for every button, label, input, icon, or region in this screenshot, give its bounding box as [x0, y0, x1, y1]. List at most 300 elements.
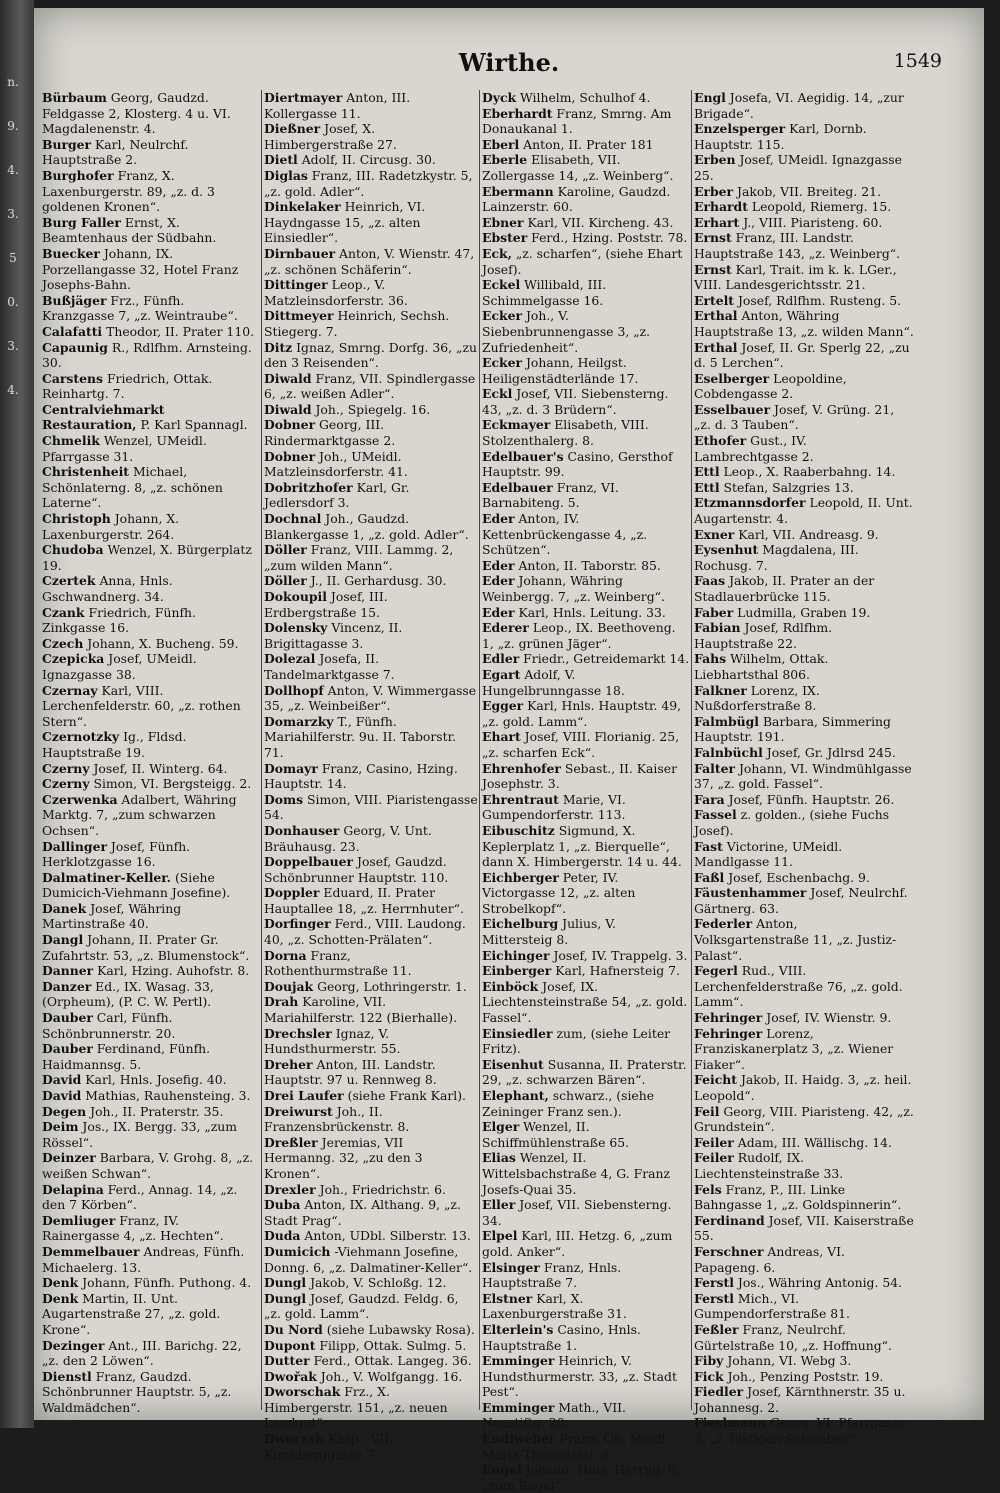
entry-details: Lorenz, IX. Nußdorferstraße 8. [694, 682, 820, 714]
entry-details: Johann, Fünfh. Puthong. 4. [78, 1275, 252, 1291]
directory-entry [264, 792, 478, 823]
directory-entry [482, 916, 690, 947]
entry-name: Dauber [42, 1041, 93, 1057]
entry-name: Dutter [264, 1353, 310, 1369]
entry-details: Johann, Hnls. Herrng. 8, „zum Engel“. [482, 1462, 680, 1493]
entry-details: Magdalena, III. Rochusg. 7. [694, 542, 859, 573]
previous-page-edge [0, 60, 26, 412]
entry-name: Dungl [264, 1290, 307, 1306]
entry-name: Faber [694, 604, 734, 620]
entry-name: Eder [482, 511, 515, 527]
directory-entry [694, 870, 914, 886]
directory-entry [42, 573, 260, 604]
entry-details: Leop., V. Matzleinsdorferstr. 36. [264, 277, 408, 308]
directory-entry [264, 90, 478, 121]
directory-entry [694, 792, 914, 808]
entry-details: Johann, X. Laxenburgerstr. 264. [42, 511, 180, 542]
directory-entry [264, 542, 478, 573]
entry-details: Josef, Gaudzd. Schönbrunner Hauptstr. 110. [264, 854, 449, 885]
directory-entry [482, 246, 690, 277]
directory-entry [694, 464, 914, 480]
entry-details: Wenzel, X. Bürgerplatz 19. [42, 542, 252, 573]
directory-entry [694, 1104, 914, 1135]
directory-entry [482, 308, 690, 355]
directory-entry [42, 979, 260, 1010]
entry-details: Anton, IV. Kettenbrückengasse 4, „z. Schützen“. [482, 511, 648, 558]
entry-name: Engl [694, 90, 726, 105]
directory-entry [42, 636, 260, 652]
entry-name: Bürbaum [42, 90, 107, 105]
directory-entry [482, 480, 690, 511]
entry-name: Dangl [42, 932, 84, 948]
entry-name: Doms [264, 791, 304, 807]
entry-name: Danek [42, 900, 87, 916]
entry-name: Ethofer [694, 433, 747, 449]
directory-entry [694, 839, 914, 870]
entry-details: Josef, IX. Liechtensteinstraße 54, „z. gold. Fassel“. [482, 978, 688, 1026]
entry-details: Josef, III. Erdbergstraße 15. [264, 589, 388, 620]
entry-name: Feßler [694, 1321, 739, 1337]
entry-name: Ertelt [694, 292, 735, 308]
entry-name: Christenheit [42, 464, 130, 480]
directory-entry [42, 90, 260, 137]
entry-name: Burghofer [42, 167, 114, 183]
directory-entry [482, 667, 690, 698]
entry-details: Adolf, V. Hungelbrunngasse 18. [482, 666, 625, 698]
entry-name: Ecker [482, 308, 522, 324]
entry-details: Ludmilla, Graben 19. [733, 604, 871, 620]
entry-details: Franz, III. Landstr. Hauptstraße 143, „z. Weinberg“. [694, 230, 901, 261]
directory-entry [264, 573, 478, 589]
directory-entry [482, 651, 690, 667]
directory-entry [694, 433, 914, 464]
entry-name: Döller [264, 542, 307, 558]
entry-details: Frz., Fünfh. Kranzgasse 7, „z. Weintraube“. [42, 292, 238, 324]
entry-details: Jos., IX. Bergg. 33, „zum Rössel“. [42, 1119, 238, 1150]
directory-entry [264, 1026, 478, 1057]
entry-details: Heinrich, Sechsh. Stiegerg. 7. [264, 308, 450, 339]
entry-details: Joh., UMeidl. Matzleinsdorferstr. 41. [264, 448, 408, 480]
entry-details: Johann, X. Bucheng. 59. [83, 635, 239, 651]
directory-entry [694, 1415, 914, 1446]
entry-details: „z. scharfen“, (siehe Ehart Josef). [482, 245, 683, 277]
directory-entry [42, 402, 260, 433]
entry-details: Frz., X. Himbergerstr. 151, „z. neuen Landgut“. [264, 1384, 448, 1431]
directory-entry [42, 511, 260, 542]
entry-details: Karl, Hnls. Hauptstr. 49, „z. gold. Lamm“. [482, 698, 682, 729]
entry-name: Fara [694, 791, 725, 807]
entry-details: Mathias, Rauhensteing. 3. [81, 1088, 251, 1103]
directory-entry [694, 495, 914, 526]
entry-details: Jakob, V. Schloßg. 12. [306, 1275, 447, 1291]
entry-details: Wilhelm, Schulhof 4. [516, 90, 651, 105]
directory-entry [264, 1369, 478, 1385]
directory-entry [694, 1150, 914, 1181]
entry-details: Franz, Gaudzd. Schönbrunner Hauptstr. 5, „z. Waldmädchen“. [42, 1368, 232, 1415]
entry-details: Johann, Währing Weinbergg. 7, „z. Weinberg“. [482, 573, 665, 604]
entry-name: Dezinger [42, 1337, 105, 1353]
entry-name: Eck, [482, 245, 512, 261]
entry-name: Ferdinand [694, 1212, 765, 1228]
entry-details: Anton, Währing Hauptstraße 13, „z. wilden Mann“. [694, 308, 914, 339]
entry-details: Josef, II. Winterg. 64. [89, 760, 228, 776]
entry-details: Karoline, VII. Mariahilferstr. 122 (Bierhalle). [264, 994, 458, 1026]
entry-details: zum, (siehe Leiter Fritz). [482, 1025, 671, 1057]
directory-entry [482, 620, 690, 651]
edge-fragment: 4. [7, 383, 19, 397]
directory-entry [264, 854, 478, 885]
entry-name: Doppler [264, 885, 320, 901]
entry-details: Math., VII. Neustiftg. 20. [482, 1399, 626, 1431]
directory-entry [42, 1291, 260, 1338]
entry-name: Duba [264, 1197, 301, 1213]
directory-entry [482, 355, 690, 386]
edge-fragment: 9. [7, 119, 19, 133]
entry-details: Joh., Gaudzd. Blankergasse 1, „z. gold. Adler“. [264, 511, 469, 542]
entry-details: Ferd., Ottak. Langeg. 36. [309, 1353, 472, 1369]
entry-name: Eibuschitz [482, 822, 555, 838]
entry-name: Emminger [482, 1399, 555, 1415]
entry-name: Dießner [264, 121, 321, 137]
entry-name: Dorna [264, 947, 307, 963]
directory-entry [264, 308, 478, 339]
entry-name: Esselbauer [694, 401, 771, 417]
entry-name: Danzer [42, 978, 92, 994]
entry-details: Franz, VII. Spindlergasse 6, „z. weißen Adler“. [264, 370, 476, 402]
directory-entry [42, 1150, 260, 1181]
entry-name: Czernay [42, 682, 98, 698]
directory-entry [694, 963, 914, 1010]
entry-name: Falmbügl [694, 713, 760, 729]
directory-entry [694, 1010, 914, 1026]
directory-entry [264, 402, 478, 418]
directory-entry [694, 184, 914, 200]
directory-entry [694, 807, 914, 838]
column-1 [42, 90, 260, 1415]
directory-entry [482, 1322, 690, 1353]
entry-details: Franz, VI. Barnabiteng. 5. [482, 479, 619, 511]
directory-entry [42, 464, 260, 511]
entry-details: Susanna, II. Praterstr. 29, „z. schwarzen Bären“. [482, 1056, 687, 1088]
entry-name: Egart [482, 666, 521, 682]
directory-entry [694, 916, 914, 963]
entry-details: Franz, X. Laxenburgerstr. 89, „z. d. 3 goldenen Kronen“. [42, 167, 215, 215]
entry-details: Leop., X. Raaberbahng. 14. [719, 464, 896, 480]
entry-name: Dupont [264, 1337, 316, 1353]
entry-details: Karl, Gr. Jedlersdorf 3. [264, 479, 410, 511]
entry-details: J., VIII. Piaristeng. 60. [739, 214, 883, 230]
entry-name: Doppelbauer [264, 854, 354, 870]
directory-entry [694, 262, 914, 293]
directory-entry [482, 573, 690, 604]
entry-name: David [42, 1088, 82, 1103]
directory-entry [482, 698, 690, 729]
entry-details: T., Fünfh. Mariahilferstr. 9u. II. Taborstr. 71. [264, 713, 457, 760]
entry-name: Ederer [482, 620, 529, 636]
entry-name: Diwald [264, 370, 312, 386]
entry-name: Carstens [42, 370, 103, 386]
entry-name: Dinkelaker [264, 199, 341, 215]
entry-details: Karoline, Gaudzd. Lainzerstr. 60. [482, 183, 671, 215]
directory-entry [264, 1057, 478, 1088]
entry-name: Fiby [694, 1353, 724, 1369]
entry-name: Dallinger [42, 838, 107, 854]
entry-details: Mich., VI. Gumpendorferstraße 81. [694, 1290, 850, 1322]
directory-entry [694, 215, 914, 231]
entry-details: Ant., III. Barichg. 22, „z. den 2 Löwen“. [42, 1337, 242, 1369]
entry-details: Adam, III. Wällischg. 14. [733, 1134, 892, 1150]
directory-entry [264, 1353, 478, 1369]
entry-name: Eselberger [694, 370, 770, 386]
directory-entry [42, 839, 260, 870]
directory-entry [482, 870, 690, 917]
directory-entry [264, 979, 478, 995]
entry-details: Ferd., VIII. Laudong. 40, „z. Schotten-Prälaten“. [264, 916, 466, 948]
directory-entry [482, 230, 690, 246]
column-4 [694, 90, 914, 1447]
entry-name: Eder [482, 557, 515, 573]
directory-entry [264, 417, 478, 448]
directory-entry [42, 1369, 260, 1416]
entry-details: Josef, VIII. Florianig. 25, „z. scharfen Eck“. [482, 729, 680, 760]
entry-name: Erben [694, 152, 736, 168]
entry-name: Chmelik [42, 433, 100, 449]
entry-name: Denk [42, 1290, 79, 1306]
directory-entry [264, 1182, 478, 1198]
directory-entry [694, 573, 914, 604]
directory-entry [264, 1104, 478, 1135]
entry-name: Ferstl [694, 1275, 734, 1291]
entry-name: Czerny [42, 776, 90, 792]
entry-details: Sebast., II. Kaiser Josephstr. 3. [482, 760, 678, 792]
directory-entry [694, 605, 914, 621]
entry-name: Eichberger [482, 869, 559, 885]
entry-name: Eisenhut [482, 1056, 544, 1072]
directory-entry [42, 729, 260, 760]
directory-entry [482, 1197, 690, 1228]
entry-name: Bußjäger [42, 292, 107, 308]
entry-details: Leopold, Riemerg. 15. [747, 199, 892, 215]
entry-details: Josef, Gaudzd. Feldg. 6, „z. gold. Lamm“. [264, 1290, 459, 1322]
entry-name: Einsiedler [482, 1025, 553, 1041]
entry-details: Karl, Dornb. Hauptstr. 115. [694, 121, 867, 152]
directory-entry [482, 979, 690, 1026]
directory-entry [694, 885, 914, 916]
entry-name: Czepicka [42, 651, 105, 667]
entry-details: Anton, II. Prater 181 [519, 136, 654, 152]
entry-name: Eckel [482, 277, 521, 293]
entry-name: Falter [694, 760, 735, 776]
entry-name: Demliuger [42, 1212, 116, 1228]
entry-details: Leopold, II. Unt. Augartenstr. 4. [694, 495, 913, 527]
directory-entry [482, 152, 690, 183]
entry-name: Diertmayer [264, 90, 343, 105]
entry-details: Josef, UMeidl. Ignazgasse 38. [42, 651, 197, 682]
entry-name: Dobritzhofer [264, 479, 353, 495]
entry-name: Erthal [694, 308, 738, 324]
entry-name: Dokoupil [264, 589, 327, 604]
entry-name: David [42, 1072, 82, 1088]
directory-entry [42, 1010, 260, 1041]
entry-details: Johann, IX. Porzellangasse 32, Hotel Franz Josephs-Bahn. [42, 245, 239, 293]
directory-entry [694, 1026, 914, 1073]
directory-entry [482, 386, 690, 417]
directory-entry [264, 168, 478, 199]
entry-details: Anton, III. Landstr. Hauptstr. 97 u. Rennweg 8. [264, 1056, 437, 1088]
directory-entry [694, 620, 914, 651]
column-divider [691, 90, 692, 1410]
entry-details: Elisabeth, VII. Zollergasse 14, „z. Weinberg“. [482, 152, 674, 183]
entry-details: Franz, Rothenthurmstraße 11. [264, 947, 412, 979]
entry-name: Czerwenka [42, 791, 118, 807]
entry-name: Degen [42, 1103, 87, 1119]
entry-details: (siehe Frank Karl). [343, 1088, 466, 1103]
entry-details: Ferd., Hzing. Poststr. 78. [527, 230, 688, 246]
directory-entry [694, 152, 914, 183]
directory-entry [482, 1291, 690, 1322]
directory-entry [264, 994, 478, 1025]
directory-entry [694, 1291, 914, 1322]
entry-details: Friedrich, Ottak. Reinhartg. 7. [42, 370, 213, 402]
entry-details: Josef, Neulrchf. Gärtnerg. 63. [694, 885, 908, 916]
directory-entry [264, 340, 478, 371]
entry-name: Fehringer [694, 1025, 763, 1041]
entry-name: Dolensky [264, 620, 328, 636]
directory-entry [694, 1275, 914, 1291]
entry-name: Ebner [482, 214, 524, 230]
entry-details: Johann, VI. Windmühlgasse 37, „z. gold. Fassel“. [694, 760, 912, 792]
column-divider [261, 90, 262, 1410]
entry-name: Faas [694, 573, 726, 589]
directory-entry [482, 417, 690, 448]
entry-details: Jos., Währing Antonig. 54. [733, 1275, 903, 1291]
entry-name: Dyck [482, 90, 517, 105]
directory-entry [264, 1088, 478, 1104]
entry-name: Ehart [482, 729, 521, 745]
directory-entry [482, 1119, 690, 1150]
entry-details: Georg, VI. Pfarrgasse 3, „z. lustigen Schwaben“. [694, 1415, 906, 1447]
entry-name: Du Nord [264, 1321, 323, 1337]
directory-entry [694, 90, 914, 121]
directory-entry [482, 1057, 690, 1088]
entry-details: Anton, V. Wimmergasse 35, „z. Weinbeißer“. [264, 682, 477, 714]
entry-details: Franz, III. Radetzkystr. 5, „z. gold. Adler“. [264, 167, 473, 199]
entry-name: Ecker [482, 355, 522, 371]
entry-name: Dauber [42, 1010, 93, 1026]
entry-name: Feil [694, 1103, 720, 1119]
entry-details: Gust., IV. Lambrechtgasse 2. [694, 433, 814, 464]
directory-entry [694, 1072, 914, 1103]
directory-entry [42, 371, 260, 402]
entry-name: Ernst [694, 230, 732, 246]
directory-entry [482, 605, 690, 621]
entry-details: Josef, VII. Siebensterng. 43, „z. d. 3 Brüdern“. [482, 386, 669, 417]
entry-name: Capaunig [42, 339, 108, 355]
entry-details: Ignaz, Smrng. Dorfg. 36, „zu den 3 Reisenden“. [264, 339, 477, 371]
directory-entry [264, 1338, 478, 1354]
entry-name: Elstner [482, 1290, 533, 1306]
directory-entry [482, 1150, 690, 1197]
directory-entry [264, 277, 478, 308]
directory-entry [42, 246, 260, 293]
directory-entry [42, 1104, 260, 1120]
entry-name: Drexler [264, 1181, 316, 1197]
entry-details: Karl, Hnls. Leitung. 33. [514, 604, 666, 620]
directory-entry [694, 1322, 914, 1353]
entry-details: Georg, Lothringerstr. 1. [313, 978, 467, 994]
directory-entry [694, 199, 914, 215]
entry-name: Drah [264, 994, 299, 1010]
entry-details: Karl, VII. Andreasg. 9. [734, 526, 879, 542]
directory-entry [482, 90, 690, 106]
entry-name: Faßl [694, 869, 725, 885]
entry-name: Elpel [482, 1228, 518, 1244]
entry-name: Danner [42, 963, 94, 979]
entry-details: (siehe Lubawsky Rosa). [322, 1321, 475, 1337]
entry-details: Theodor, II. Prater 110. [102, 323, 255, 339]
entry-name: Ditz [264, 339, 293, 355]
directory-entry [42, 1182, 260, 1213]
entry-name: Dochnal [264, 511, 322, 527]
entry-name: Erhardt [694, 199, 748, 215]
entry-details: Joh., Friedrichstr. 6. [315, 1181, 446, 1197]
entry-name: Egger [482, 698, 524, 714]
directory-entry [264, 371, 478, 402]
entry-details: Casino, Gersthof Hauptstr. 99. [482, 448, 673, 480]
directory-entry [694, 1213, 914, 1244]
entry-name: Dalmatiner-Keller. [42, 869, 171, 885]
directory-entry [694, 1369, 914, 1385]
entry-details: Lorenz, Franziskanerplatz 3, „z. Wiener Fiaker“. [694, 1025, 894, 1072]
entry-details: Josef, VII. Kaiserstraße 55. [694, 1212, 914, 1244]
entry-details: Wilhelm, Ottak. Liebhartsthal 806. [694, 651, 829, 682]
directory-entry [482, 106, 690, 137]
entry-details: Ignaz, V. Hundsthurmerstr. 55. [264, 1025, 401, 1057]
entry-name: Endlweber [482, 1431, 556, 1447]
directory-entry [264, 152, 478, 168]
entry-details: Karl, Trait. im k. k. LGer., VIII. Landesgerichtsstr. 21. [694, 261, 897, 293]
entry-name: Dorfinger [264, 916, 331, 932]
entry-name: Deinzer [42, 1150, 96, 1166]
entry-name: Elephant, [482, 1088, 549, 1103]
entry-details: Joh., V. Siebenbrunnengasse 3, „z. Zufriedenheit“. [482, 308, 651, 355]
entry-name: Eichinger [482, 947, 550, 963]
entry-name: Dittinger [264, 277, 328, 293]
directory-entry [264, 916, 478, 947]
entry-name: Elterlein's [482, 1321, 554, 1337]
directory-entry [42, 293, 260, 324]
entry-name: Dobner [264, 448, 316, 464]
entry-details: Vincenz, II. Brigittagasse 3. [264, 620, 403, 651]
directory-entry [694, 745, 914, 761]
entry-details: Simon, VI. Bergsteigg. 2. [89, 776, 252, 792]
entry-details: Barbara, Simmering Hauptstr. 191. [694, 713, 891, 745]
entry-details: Ferdinand, Fünfh. Haidmannsg. 5. [42, 1041, 211, 1072]
directory-entry [482, 511, 690, 558]
directory-entry [264, 1197, 478, 1228]
entry-name: Feiler [694, 1134, 734, 1150]
entry-name: Eckmayer [482, 417, 551, 433]
entry-name: Burger [42, 136, 92, 152]
entry-name: Erthal [694, 339, 738, 355]
directory-entry [264, 1244, 478, 1275]
entry-details: z. golden., (siehe Fuchs Josef). [694, 807, 890, 838]
entry-details: Ferd., Annag. 14, „z. den 7 Körben“. [42, 1181, 238, 1213]
edge-fragment: 4. [7, 163, 19, 177]
entry-name: Dreher [264, 1056, 313, 1072]
entry-details: Karl, Neulrchf. Hauptstraße 2. [42, 136, 189, 168]
directory-entry [264, 589, 478, 620]
